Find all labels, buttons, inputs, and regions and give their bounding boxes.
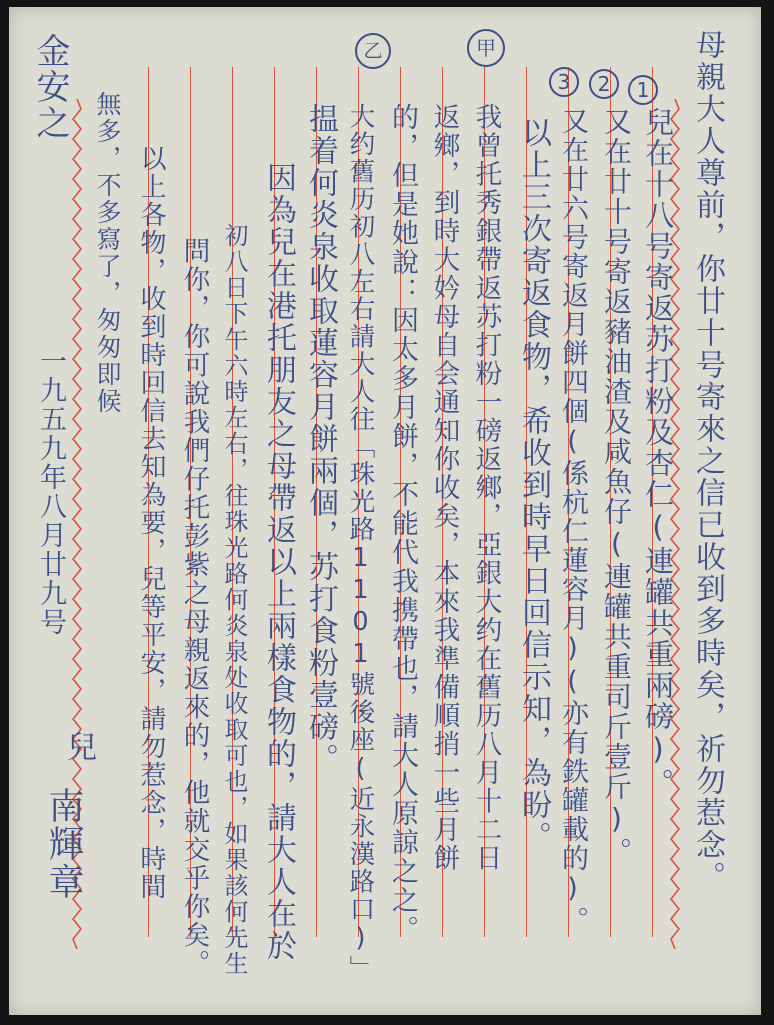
item-2: 又在廿十号寄返豬油渣及咸魚仔(連罐共重司斤壹斤)。 xyxy=(600,107,633,867)
item-number-1: 1 xyxy=(628,75,658,105)
closing-line-2: 無多，不多寫了，匆匆即候 xyxy=(93,91,122,415)
item-3: 又在廿六号寄返月餅四個(係杭仁蓮容月)(亦有鉄罐載的)。 xyxy=(557,107,588,935)
closing-line-1: 以上各物，收到時回信去知為要，兒等平安，請勿惹念，時間 xyxy=(136,145,166,901)
section-b-line-3: 因為兒在港托朋友之母帶返以上兩樣食物的，請大人在於 xyxy=(261,162,296,962)
regards: 金安之 xyxy=(30,33,70,141)
item-number-3: 3 xyxy=(549,67,579,97)
section-b-line-5: 問你，你可說我們仔托彭紫之母親返來的，他就交乎你矣。 xyxy=(178,237,210,978)
section-b-line-4: 初八日下午六時左右，往珠光路何炎泉处收取可也，如果該何先生 xyxy=(220,223,248,977)
section-a-label: 甲 xyxy=(467,29,505,67)
letter-paper xyxy=(9,7,761,1015)
summary-line: 以上三次寄返食物，希收到時早日回信示知，為盼。 xyxy=(516,117,551,853)
item-number-2: 2 xyxy=(589,69,619,99)
signature-prefix: 兒 xyxy=(61,731,96,763)
item-1: 兒在十八号寄返苏打粉及杏仁(連罐共重兩磅)。 xyxy=(641,107,675,799)
section-a-line-3: 的，但是她說：因太多月餅，不能代我携帶也，請大人原諒之之。 xyxy=(387,103,418,944)
section-b-label: 乙 xyxy=(355,33,391,69)
signature: 南輝章 xyxy=(43,787,84,901)
section-a-line-2: 返鄉，到時大妗母自会通知你收矣，本來我準備順捎一些月餅 xyxy=(428,103,460,873)
section-b-line-1: 大约舊历初八左右請大人往「珠光路1101號後座(近永漢路口)」 xyxy=(345,103,376,983)
letter-date: 一九五九年八月廿九号 xyxy=(35,347,66,637)
salutation-line: 母親大人尊前，你廿十号寄來之信已收到多時矣，祈勿惹念。 xyxy=(690,29,725,893)
section-a-line-1: 我曾托秀銀帶返苏打粉一磅返鄉，亞銀大约在舊历八月十二日 xyxy=(470,103,502,873)
section-b-line-2: 揾着何炎泉收取蓮容月餅兩個，苏打食粉壹磅。 xyxy=(303,103,338,775)
